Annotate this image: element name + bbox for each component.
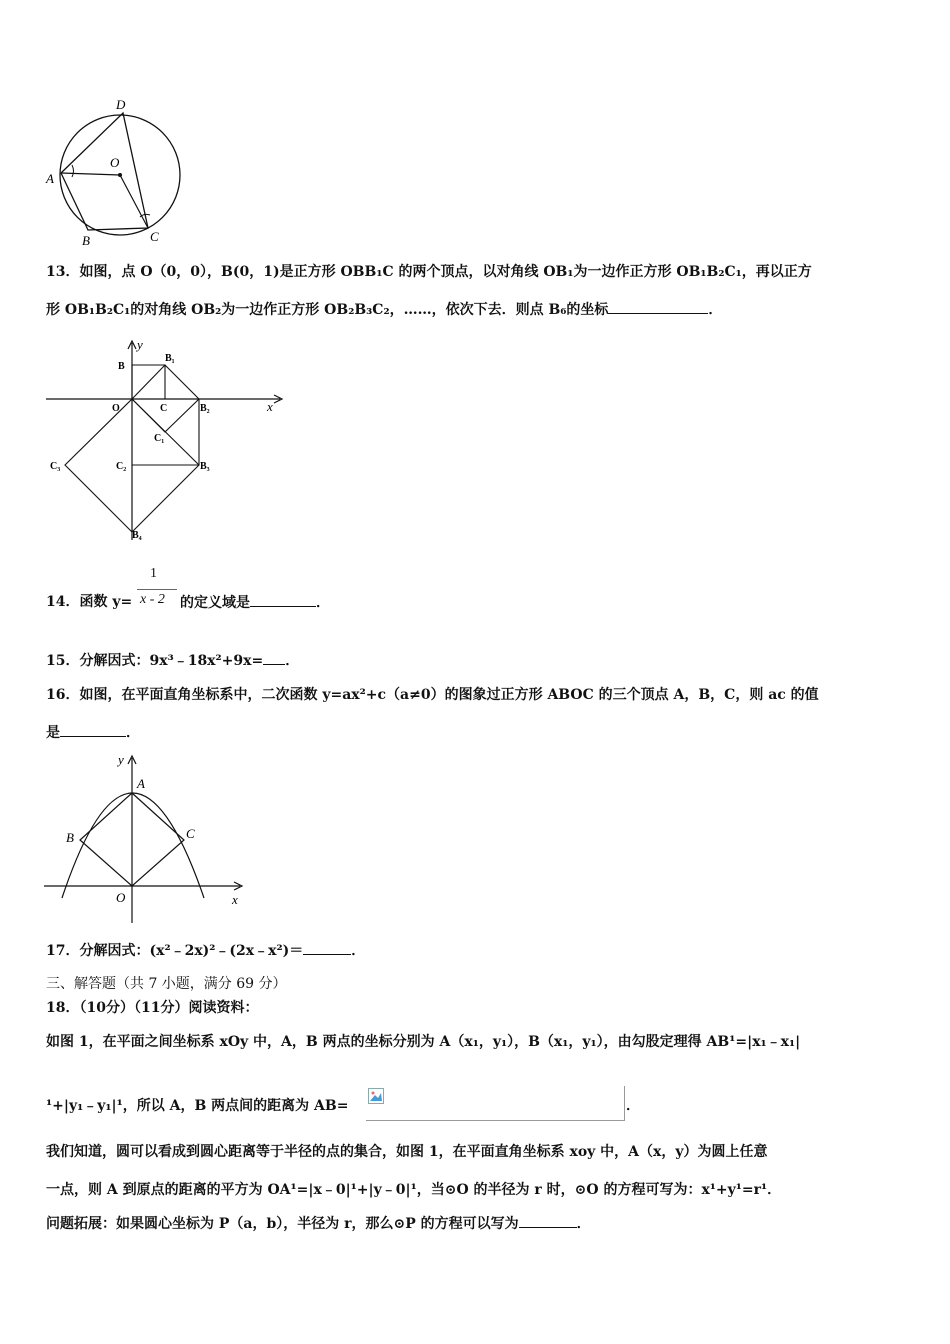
label-c: C — [186, 826, 195, 841]
question-14-prefix: 14．函数 y= — [46, 594, 133, 610]
answer-blank-15[interactable] — [263, 650, 285, 665]
question-15 — [46, 650, 299, 671]
question-13-period: ． — [708, 302, 723, 318]
label-b3: B₃ — [200, 461, 210, 472]
angle-mark-a — [72, 165, 74, 177]
answer-blank-14[interactable] — [250, 592, 316, 607]
question-18-paragraph-4: 一点，则 A 到原点的距离的平方为 OA¹=|x﹣0|¹+|y﹣0|¹，当⊙O 的半径为 r 时，⊙O 的方程可写为：x¹+y¹=r¹． — [46, 1182, 782, 1198]
label-c3: C₃ — [50, 461, 61, 472]
label-c1: C₁ — [154, 433, 165, 444]
label-c2: C₂ — [116, 461, 127, 472]
question-18-paragraph-1: 如图 1，在平面之间坐标系 xOy 中，A，B 两点的坐标分别为 A（x₁，y₁），B（x₁，y₁），由勾股定理得 AB¹=|x₁﹣x₁| — [46, 1034, 801, 1050]
question-18-title: 18．（10分）（11分）阅读资料： — [46, 1000, 259, 1016]
label-o: O — [110, 155, 120, 170]
label-d: D — [116, 97, 126, 112]
label-x: x — [267, 399, 273, 414]
segment-oc — [120, 175, 148, 228]
fraction-numerator: 1 — [150, 566, 157, 581]
question-17-text: 17．分解因式：(x²﹣2x)²﹣(2x﹣x²)＝ — [46, 943, 304, 959]
label-b: B — [66, 830, 74, 845]
question-13-line-2-text: 形 OB₁B₂C₁的对角线 OB₂为一边作正方形 OB₂B₃C₂，……，依次下去．则点 B₆的坐标 — [46, 302, 609, 318]
question-13-line-1: 13．如图，点 O（0，0），B(0，1)是正方形 OBB₁C 的两个顶点，以对角线 OB₁为一边作正方形 OB₁B₂C₁，再以正方 — [46, 264, 812, 280]
fraction-denominator: x - 2 — [140, 592, 165, 607]
label-b4: B₄ — [132, 530, 142, 541]
question-16-line-2 — [46, 722, 140, 743]
label-a: A — [137, 776, 145, 791]
question-18-paragraph-2-period: ． — [626, 1098, 640, 1114]
label-y: y — [137, 337, 143, 352]
question-14-period: ． — [316, 595, 330, 611]
question-18-paragraph-5 — [46, 1213, 591, 1234]
label-b: B — [82, 233, 90, 248]
label-c: C — [160, 403, 168, 414]
answer-blank-16[interactable] — [60, 722, 126, 737]
question-18-paragraph-2: ¹+|y₁﹣y₁|¹，所以 A，B 两点间的距离为 AB= — [46, 1098, 349, 1114]
quadrilateral-abcd — [61, 113, 148, 230]
answer-blank-17[interactable] — [303, 940, 351, 955]
parabola — [62, 793, 204, 898]
figure-circle-quadrilateral — [40, 95, 200, 250]
question-18-period: ． — [576, 1216, 591, 1232]
formula-image-placeholder — [366, 1086, 625, 1121]
question-13-line-2 — [46, 299, 722, 320]
question-15-text: 15．分解因式：9x³﹣18x²+9x= — [46, 653, 264, 669]
question-15-period: ． — [285, 653, 300, 669]
center-dot — [118, 173, 122, 177]
segment-ao — [61, 173, 120, 175]
label-y: y — [118, 752, 124, 767]
question-17 — [46, 940, 365, 961]
section-3-heading: 三、解答题（共 7 小题，满分 69 分） — [46, 976, 287, 992]
label-a: A — [46, 171, 54, 186]
label-b1: B₁ — [165, 353, 175, 364]
question-18-paragraph-3: 我们知道，圆可以看成到圆心距离等于半径的点的集合，如图 1，在平面直角坐标系 xoy 中，A（x，y）为圆上任意 — [46, 1144, 768, 1160]
label-x: x — [232, 892, 238, 907]
question-16-line-2-text: 是 — [46, 725, 60, 741]
question-14-suffix-text: 的定义域是 — [180, 595, 250, 611]
question-17-period: ． — [351, 943, 366, 959]
question-16-period: ． — [126, 725, 140, 741]
question-18-paragraph-5-text: 问题拓展：如果圆心坐标为 P（a，b），半径为 r，那么⊙P 的方程可以写为 — [46, 1216, 519, 1232]
question-14-suffix — [180, 592, 330, 613]
question-16-line-1: 16．如图，在平面直角坐标系中，二次函数 y=ax²+c（a≠0）的图象过正方形 ABOC 的三个顶点 A，B，C，则 ac 的值 — [46, 687, 819, 703]
fraction-bar — [137, 589, 177, 590]
answer-blank-18[interactable] — [519, 1213, 577, 1228]
answer-blank-13[interactable] — [608, 299, 708, 314]
label-b: B — [118, 361, 125, 372]
figure-nested-squares — [40, 335, 290, 545]
label-c: C — [150, 229, 159, 244]
label-o: O — [116, 890, 126, 905]
label-o: O — [112, 403, 120, 414]
label-b2: B₂ — [200, 403, 210, 414]
figure-parabola-square — [40, 748, 255, 928]
